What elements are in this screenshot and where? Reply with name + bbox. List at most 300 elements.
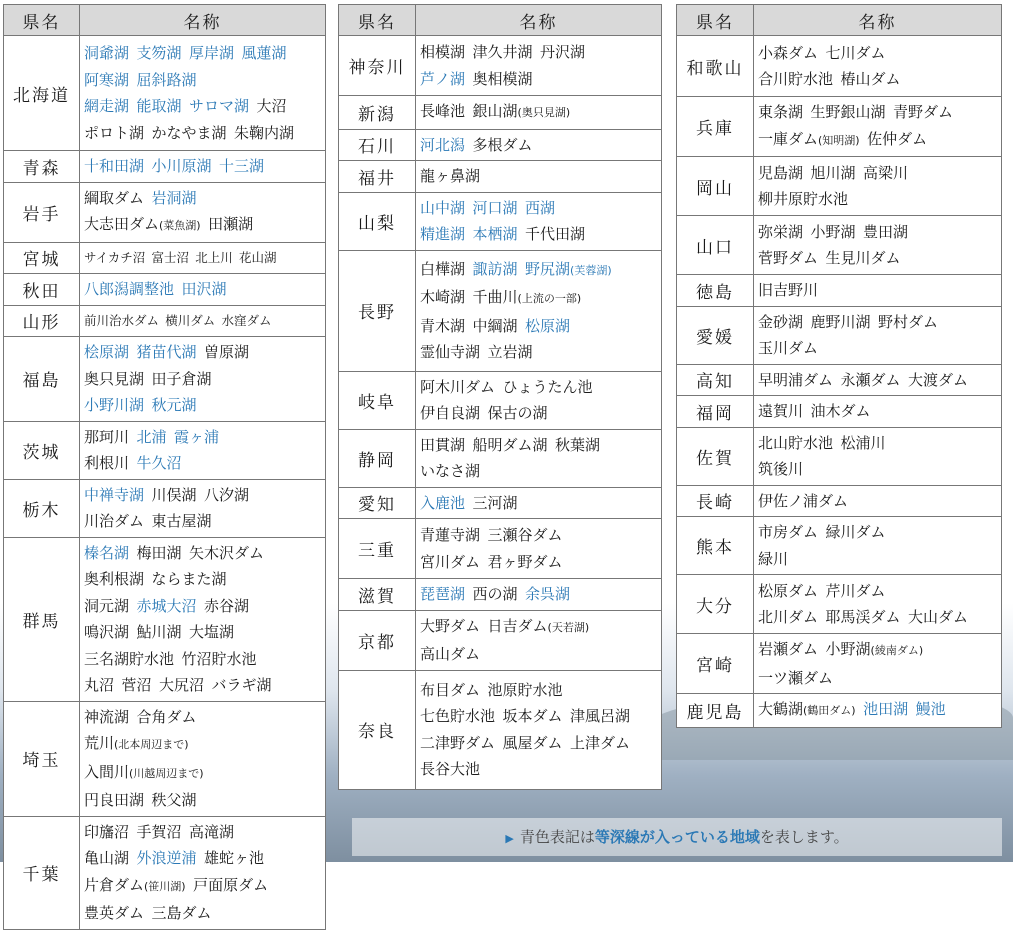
lake-name: 津風呂湖 bbox=[570, 707, 631, 725]
lake-line bbox=[420, 339, 661, 366]
prefecture-name: 奈良 bbox=[339, 670, 416, 789]
prefecture-name: 神奈川 bbox=[339, 36, 416, 96]
lake-name: 鳴沢湖 bbox=[84, 623, 130, 641]
lake-line bbox=[84, 366, 325, 393]
lake-name: 大鶴湖 bbox=[758, 700, 804, 718]
lake-line bbox=[758, 335, 1001, 362]
lake-list bbox=[754, 485, 1002, 517]
lake-line bbox=[84, 276, 325, 303]
prefecture-name: 宮崎 bbox=[677, 634, 754, 694]
table-row bbox=[677, 517, 1002, 575]
lake-name: 菅沼 bbox=[121, 676, 152, 694]
lake-line bbox=[84, 787, 325, 814]
lake-name: 山中湖 bbox=[420, 198, 466, 217]
lake-name: 耶馬渓ダム bbox=[825, 608, 901, 626]
table-row bbox=[677, 427, 1002, 485]
lake-line bbox=[84, 593, 325, 620]
table-row bbox=[677, 306, 1002, 364]
lake-list bbox=[416, 192, 662, 250]
lake-name: 保古の湖 bbox=[487, 404, 548, 422]
lake-name: 阿寒湖 bbox=[84, 70, 130, 89]
prefecture-name: 長崎 bbox=[677, 485, 754, 517]
lake-name: 余呉湖 bbox=[525, 585, 571, 603]
lake-line bbox=[758, 696, 1001, 725]
table-row bbox=[339, 129, 662, 161]
prefecture-name: 京都 bbox=[339, 610, 416, 670]
lake-line bbox=[84, 508, 325, 535]
lake-name: 児島湖 bbox=[758, 163, 804, 182]
prefecture-name: 山梨 bbox=[339, 192, 416, 250]
lake-list bbox=[754, 634, 1002, 694]
lake-name: 水窪ダム bbox=[221, 312, 272, 328]
lake-name: 豊英ダム bbox=[84, 904, 145, 922]
table-row bbox=[4, 274, 326, 306]
table-row bbox=[4, 36, 326, 151]
lake-name: 高梁川 bbox=[863, 163, 909, 182]
lake-name: 合角ダム bbox=[136, 707, 197, 726]
lake-list bbox=[754, 694, 1002, 728]
header-name: 名称 bbox=[80, 5, 326, 36]
lake-name: 木崎湖 bbox=[420, 288, 466, 306]
lake-name: 緑川 bbox=[758, 549, 789, 568]
prefecture-name: 秋田 bbox=[4, 274, 80, 306]
lake-name: 田瀬湖 bbox=[208, 215, 254, 233]
lake-name: 相模湖 bbox=[420, 43, 466, 61]
lake-name: 荒川 bbox=[84, 734, 115, 752]
lake-name: 綱取ダム bbox=[84, 188, 145, 207]
lake-name: 片倉ダム bbox=[84, 875, 145, 894]
lake-list bbox=[754, 275, 1002, 307]
lake-line bbox=[420, 641, 661, 668]
lake-name: 八郎潟調整池 bbox=[84, 280, 175, 298]
lake-list bbox=[754, 396, 1002, 428]
lake-line bbox=[758, 430, 1001, 457]
prefecture-table-1 bbox=[3, 4, 326, 930]
lake-note: (上流の一部) bbox=[517, 292, 582, 305]
lake-name: 小森ダム bbox=[758, 43, 819, 62]
prefecture-name: 茨城 bbox=[4, 421, 80, 479]
lake-name: 豊田湖 bbox=[863, 222, 909, 241]
lake-name: 利根川 bbox=[84, 454, 130, 472]
lake-name: 布目ダム bbox=[420, 680, 481, 699]
lake-name: 一庫ダム bbox=[758, 129, 819, 148]
lake-name: 日吉ダム bbox=[487, 616, 548, 635]
lake-note: (綾南ダム) bbox=[870, 644, 924, 657]
lake-name: 北上川 bbox=[195, 249, 233, 265]
prefecture-name: 三重 bbox=[339, 519, 416, 579]
table-row bbox=[339, 429, 662, 487]
lake-name: 雄蛇ヶ池 bbox=[204, 849, 265, 867]
lake-list bbox=[416, 129, 662, 161]
lake-line bbox=[420, 39, 661, 66]
prefecture-name: 福井 bbox=[339, 161, 416, 193]
lake-name: 野尻湖 bbox=[525, 259, 571, 278]
lake-line bbox=[84, 120, 325, 147]
lake-name: 霊仙寺湖 bbox=[420, 343, 481, 361]
lake-name: 北浦 bbox=[136, 427, 167, 446]
lake-name: 七川ダム bbox=[825, 43, 886, 62]
lake-name: 東古屋湖 bbox=[151, 512, 212, 530]
prefecture-name: 栃木 bbox=[4, 479, 80, 537]
table-row bbox=[677, 485, 1002, 517]
lake-name: 宮川ダム bbox=[420, 552, 481, 571]
lake-name: 岩洞湖 bbox=[151, 188, 197, 207]
lake-name: 菅野ダム bbox=[758, 249, 819, 267]
table-row bbox=[339, 519, 662, 579]
lake-name: 入間川 bbox=[84, 762, 130, 781]
lake-name: 河口湖 bbox=[472, 198, 518, 217]
lake-name: 青蓮寺湖 bbox=[420, 526, 481, 544]
lake-name: 君ヶ野ダム bbox=[487, 552, 563, 571]
lake-name: 大尻沼 bbox=[159, 676, 205, 694]
header-prefecture: 県名 bbox=[339, 5, 416, 36]
lake-line bbox=[84, 450, 325, 477]
arrow-icon: ▶ bbox=[505, 832, 514, 845]
lake-name: 精進湖 bbox=[420, 225, 466, 243]
prefecture-name: 兵庫 bbox=[677, 97, 754, 157]
lake-name: 田貫湖 bbox=[420, 435, 466, 454]
lake-list bbox=[754, 364, 1002, 396]
lake-name: 川俣湖 bbox=[151, 485, 197, 504]
lake-line bbox=[420, 256, 661, 285]
prefecture-name: 福岡 bbox=[677, 396, 754, 428]
table-row bbox=[677, 216, 1002, 275]
lake-name: 伊佐ノ浦ダム bbox=[758, 491, 849, 510]
lake-name: 北川ダム bbox=[758, 608, 819, 626]
table-row bbox=[677, 157, 1002, 216]
lake-name: 伊自良湖 bbox=[420, 404, 481, 422]
lake-name: 入鹿池 bbox=[420, 493, 466, 512]
lake-list bbox=[754, 97, 1002, 157]
lake-line bbox=[420, 98, 661, 127]
lake-name: 朱鞠内湖 bbox=[234, 123, 295, 142]
lake-name: 岩瀬ダム bbox=[758, 640, 819, 658]
lake-name: 鮎川湖 bbox=[136, 623, 182, 641]
lake-line bbox=[758, 546, 1001, 573]
lake-name: 本栖湖 bbox=[472, 225, 518, 243]
lake-name: 前川治水ダム bbox=[84, 312, 160, 328]
lake-name: 松原湖 bbox=[525, 316, 571, 335]
lake-name: 龍ヶ鼻湖 bbox=[420, 167, 481, 185]
lake-name: 横川ダム bbox=[165, 312, 216, 328]
lake-name: 洞爺湖 bbox=[84, 44, 130, 62]
lake-name: 早明浦ダム bbox=[758, 370, 834, 389]
lake-list bbox=[754, 517, 1002, 575]
lake-name: 支笏湖 bbox=[136, 44, 182, 62]
prefecture-name: 高知 bbox=[677, 364, 754, 396]
note-highlight: 等深線が入っている地域 bbox=[594, 828, 760, 846]
prefecture-name: 岡山 bbox=[677, 157, 754, 216]
lake-name: 阿木川ダム bbox=[420, 377, 496, 396]
lake-name: 洞元湖 bbox=[84, 596, 130, 615]
table-row bbox=[4, 537, 326, 701]
lake-list bbox=[416, 579, 662, 611]
lake-name: 大沼 bbox=[256, 97, 287, 115]
table-row bbox=[339, 610, 662, 670]
lake-note: (笹川湖) bbox=[144, 879, 186, 893]
lake-name: 旭川湖 bbox=[810, 163, 856, 182]
lake-line bbox=[420, 400, 661, 427]
lake-line bbox=[84, 211, 325, 240]
prefecture-name: 青森 bbox=[4, 151, 80, 183]
lake-line bbox=[758, 99, 1001, 126]
prefecture-name: 福島 bbox=[4, 337, 80, 422]
header-prefecture: 県名 bbox=[4, 5, 80, 36]
lake-name: 北山貯水池 bbox=[758, 433, 834, 452]
lake-name: 坂本ダム bbox=[502, 707, 563, 725]
lake-line bbox=[758, 636, 1001, 665]
lake-line bbox=[420, 756, 661, 783]
lake-name: 大志田ダム bbox=[84, 215, 160, 233]
lake-name: 西湖 bbox=[525, 198, 556, 217]
table-row bbox=[339, 487, 662, 519]
table-row bbox=[4, 151, 326, 183]
lake-name: 丸沼 bbox=[84, 676, 115, 694]
lake-line bbox=[84, 308, 325, 335]
lake-line bbox=[758, 245, 1001, 272]
lake-name: 戸面原ダム bbox=[193, 875, 269, 894]
lake-list bbox=[80, 479, 326, 537]
table-row bbox=[4, 816, 326, 929]
table-row bbox=[4, 242, 326, 274]
prefecture-name: 和歌山 bbox=[677, 36, 754, 97]
lake-name: 松浦川 bbox=[840, 433, 886, 452]
lake-line bbox=[758, 519, 1001, 546]
lake-line bbox=[84, 900, 325, 927]
lake-line bbox=[84, 566, 325, 593]
lake-name: 矢木沢ダム bbox=[189, 543, 265, 562]
lake-name: 鰻池 bbox=[915, 700, 946, 718]
table-row bbox=[4, 479, 326, 537]
lake-name: 牛久沼 bbox=[136, 454, 182, 472]
lake-name: 金砂湖 bbox=[758, 312, 804, 331]
lake-name: サイカチ沼 bbox=[84, 249, 146, 265]
lake-name: ひょうたん池 bbox=[502, 377, 593, 396]
prefecture-name: 熊本 bbox=[677, 517, 754, 575]
lake-name: 風蓮湖 bbox=[241, 44, 287, 62]
table-row bbox=[339, 36, 662, 96]
lake-name: 二津野ダム bbox=[420, 733, 496, 752]
lake-name: 印旛沼 bbox=[84, 822, 130, 841]
prefecture-name: 鹿児島 bbox=[677, 694, 754, 728]
prefecture-name: 大分 bbox=[677, 575, 754, 634]
lake-name: 池田湖 bbox=[863, 700, 909, 718]
lake-name: 八汐湖 bbox=[204, 485, 250, 504]
lake-name: 千代田湖 bbox=[525, 225, 586, 243]
lake-name: 弥栄湖 bbox=[758, 222, 804, 241]
lake-name: 小野川湖 bbox=[84, 396, 145, 414]
table-row bbox=[339, 670, 662, 789]
prefecture-name: 佐賀 bbox=[677, 427, 754, 485]
lake-name: 中綱湖 bbox=[472, 316, 518, 335]
prefecture-table-3 bbox=[676, 4, 1002, 728]
lake-line bbox=[758, 367, 1001, 394]
prefecture-name: 宮城 bbox=[4, 242, 80, 274]
legend-note bbox=[352, 818, 1002, 856]
lake-name: 銀山湖 bbox=[472, 102, 518, 120]
lake-line bbox=[84, 482, 325, 509]
lake-line bbox=[420, 132, 661, 159]
lake-name: 芦ノ湖 bbox=[420, 69, 466, 88]
lake-name: 厚岸湖 bbox=[189, 44, 235, 62]
lake-name: 佐仲ダム bbox=[867, 129, 928, 148]
lake-name: 芹川ダム bbox=[825, 581, 886, 600]
lake-line bbox=[84, 185, 325, 212]
prefecture-name: 北海道 bbox=[4, 36, 80, 151]
table-row bbox=[339, 371, 662, 429]
lake-name: 生見川ダム bbox=[825, 249, 901, 267]
lake-line bbox=[420, 581, 661, 608]
lake-name: 奥相模湖 bbox=[472, 69, 533, 88]
lake-name: 長谷大池 bbox=[420, 760, 481, 778]
lake-list bbox=[754, 575, 1002, 634]
lake-name: 青木湖 bbox=[420, 316, 466, 335]
lake-name: 能取湖 bbox=[136, 97, 182, 115]
prefecture-name: 埼玉 bbox=[4, 701, 80, 816]
header-name: 名称 bbox=[416, 5, 662, 36]
lake-line bbox=[758, 604, 1001, 631]
lake-name: 油木ダム bbox=[810, 402, 871, 420]
table-row bbox=[677, 97, 1002, 157]
lake-line bbox=[758, 309, 1001, 336]
lake-name: 田沢湖 bbox=[181, 280, 227, 298]
lake-name: 永瀬ダム bbox=[840, 370, 901, 389]
lake-name: 七色貯水池 bbox=[420, 707, 496, 725]
lake-list bbox=[416, 250, 662, 371]
prefecture-name: 新潟 bbox=[339, 96, 416, 130]
lake-note: (天若湖) bbox=[547, 620, 590, 634]
lake-name: 柳井原貯水池 bbox=[758, 190, 849, 208]
lake-name: 大野ダム bbox=[420, 616, 481, 635]
lake-name: 船明ダム湖 bbox=[472, 435, 548, 454]
lake-name: 十和田湖 bbox=[84, 157, 145, 175]
prefecture-name: 群馬 bbox=[4, 537, 80, 701]
table-row bbox=[339, 579, 662, 611]
lake-name: 風屋ダム bbox=[502, 733, 563, 752]
table-row bbox=[677, 396, 1002, 428]
lake-name: 網走湖 bbox=[84, 97, 130, 115]
lake-name: 市房ダム bbox=[758, 523, 819, 541]
lake-name: 花山湖 bbox=[239, 249, 277, 265]
lake-name: 河北潟 bbox=[420, 135, 466, 154]
lake-line bbox=[758, 398, 1001, 425]
lake-list bbox=[754, 216, 1002, 275]
lake-name: 中禅寺湖 bbox=[84, 485, 145, 504]
lake-name: 円良田湖 bbox=[84, 791, 145, 809]
lake-line bbox=[84, 704, 325, 731]
lake-name: 榛名湖 bbox=[84, 543, 130, 562]
lake-list bbox=[416, 519, 662, 579]
lake-line bbox=[84, 392, 325, 419]
lake-line bbox=[420, 522, 661, 549]
lake-line bbox=[420, 458, 661, 485]
lake-line bbox=[420, 195, 661, 222]
lake-name: 十三湖 bbox=[219, 157, 265, 175]
table-row bbox=[677, 275, 1002, 307]
table-row bbox=[677, 364, 1002, 396]
lake-line bbox=[420, 613, 661, 642]
table-row bbox=[339, 96, 662, 130]
lake-line bbox=[758, 126, 1001, 155]
lake-line bbox=[420, 432, 661, 459]
prefecture-name: 滋賀 bbox=[339, 579, 416, 611]
lake-name: 琵琶湖 bbox=[420, 585, 466, 603]
lake-list bbox=[80, 337, 326, 422]
lake-line bbox=[758, 186, 1001, 213]
table-row bbox=[4, 337, 326, 422]
lake-list bbox=[80, 701, 326, 816]
lake-line bbox=[420, 490, 661, 517]
lake-name: かなやま湖 bbox=[151, 123, 227, 142]
lake-name: 高滝湖 bbox=[189, 822, 235, 841]
lake-line bbox=[84, 40, 325, 67]
lake-name: 筑後川 bbox=[758, 460, 804, 478]
lake-name: 椿山ダム bbox=[840, 70, 901, 88]
lake-line bbox=[84, 67, 325, 94]
lake-note: (奥只見湖) bbox=[517, 106, 571, 119]
lake-name: 奥只見湖 bbox=[84, 369, 145, 388]
lake-name: 大山ダム bbox=[908, 608, 969, 626]
lake-list bbox=[80, 421, 326, 479]
lake-line bbox=[758, 66, 1001, 93]
lake-note: (芙蓉湖) bbox=[570, 263, 612, 277]
lake-note: (鶴田ダム) bbox=[803, 704, 856, 717]
lake-line bbox=[420, 66, 661, 93]
table-row bbox=[677, 36, 1002, 97]
lake-line bbox=[84, 672, 325, 699]
lake-name: 三名湖貯水池 bbox=[84, 649, 175, 668]
lake-line bbox=[84, 245, 325, 272]
lake-list bbox=[754, 36, 1002, 97]
lake-name: 旧吉野川 bbox=[758, 281, 819, 299]
lake-line bbox=[420, 549, 661, 576]
prefecture-name: 愛知 bbox=[339, 487, 416, 519]
lake-name: 合川貯水池 bbox=[758, 70, 834, 88]
lake-line bbox=[84, 872, 325, 901]
lake-name: 小川原湖 bbox=[151, 157, 212, 175]
lake-name: 竹沼貯水池 bbox=[181, 649, 257, 668]
lake-name: 長峰池 bbox=[420, 102, 466, 120]
lake-name: 奥利根湖 bbox=[84, 570, 145, 588]
lake-line bbox=[420, 730, 661, 757]
lake-line bbox=[420, 163, 661, 190]
lake-line bbox=[420, 284, 661, 313]
lake-list bbox=[416, 429, 662, 487]
lake-name: 桧原湖 bbox=[84, 343, 130, 361]
lake-list bbox=[80, 305, 326, 337]
lake-name: 一ツ瀬ダム bbox=[758, 668, 834, 687]
lake-line bbox=[84, 730, 325, 759]
lake-name: 池原貯水池 bbox=[487, 680, 563, 699]
lake-name: 西の湖 bbox=[472, 585, 518, 603]
table-row bbox=[677, 694, 1002, 728]
lake-line bbox=[84, 619, 325, 646]
lake-list bbox=[80, 537, 326, 701]
lake-name: 外浪逆浦 bbox=[136, 849, 197, 867]
lake-name: 曽原湖 bbox=[204, 343, 250, 361]
lake-list bbox=[416, 371, 662, 429]
lake-line bbox=[420, 313, 661, 340]
table-row bbox=[677, 634, 1002, 694]
lake-line bbox=[84, 845, 325, 872]
lake-name: 三河湖 bbox=[472, 493, 518, 512]
lake-name: 梅田湖 bbox=[136, 543, 182, 562]
lake-line bbox=[84, 540, 325, 567]
lake-name: 亀山湖 bbox=[84, 849, 130, 867]
prefecture-name: 山口 bbox=[677, 216, 754, 275]
lake-line bbox=[758, 40, 1001, 67]
lake-note: (北本周辺まで) bbox=[114, 738, 189, 751]
